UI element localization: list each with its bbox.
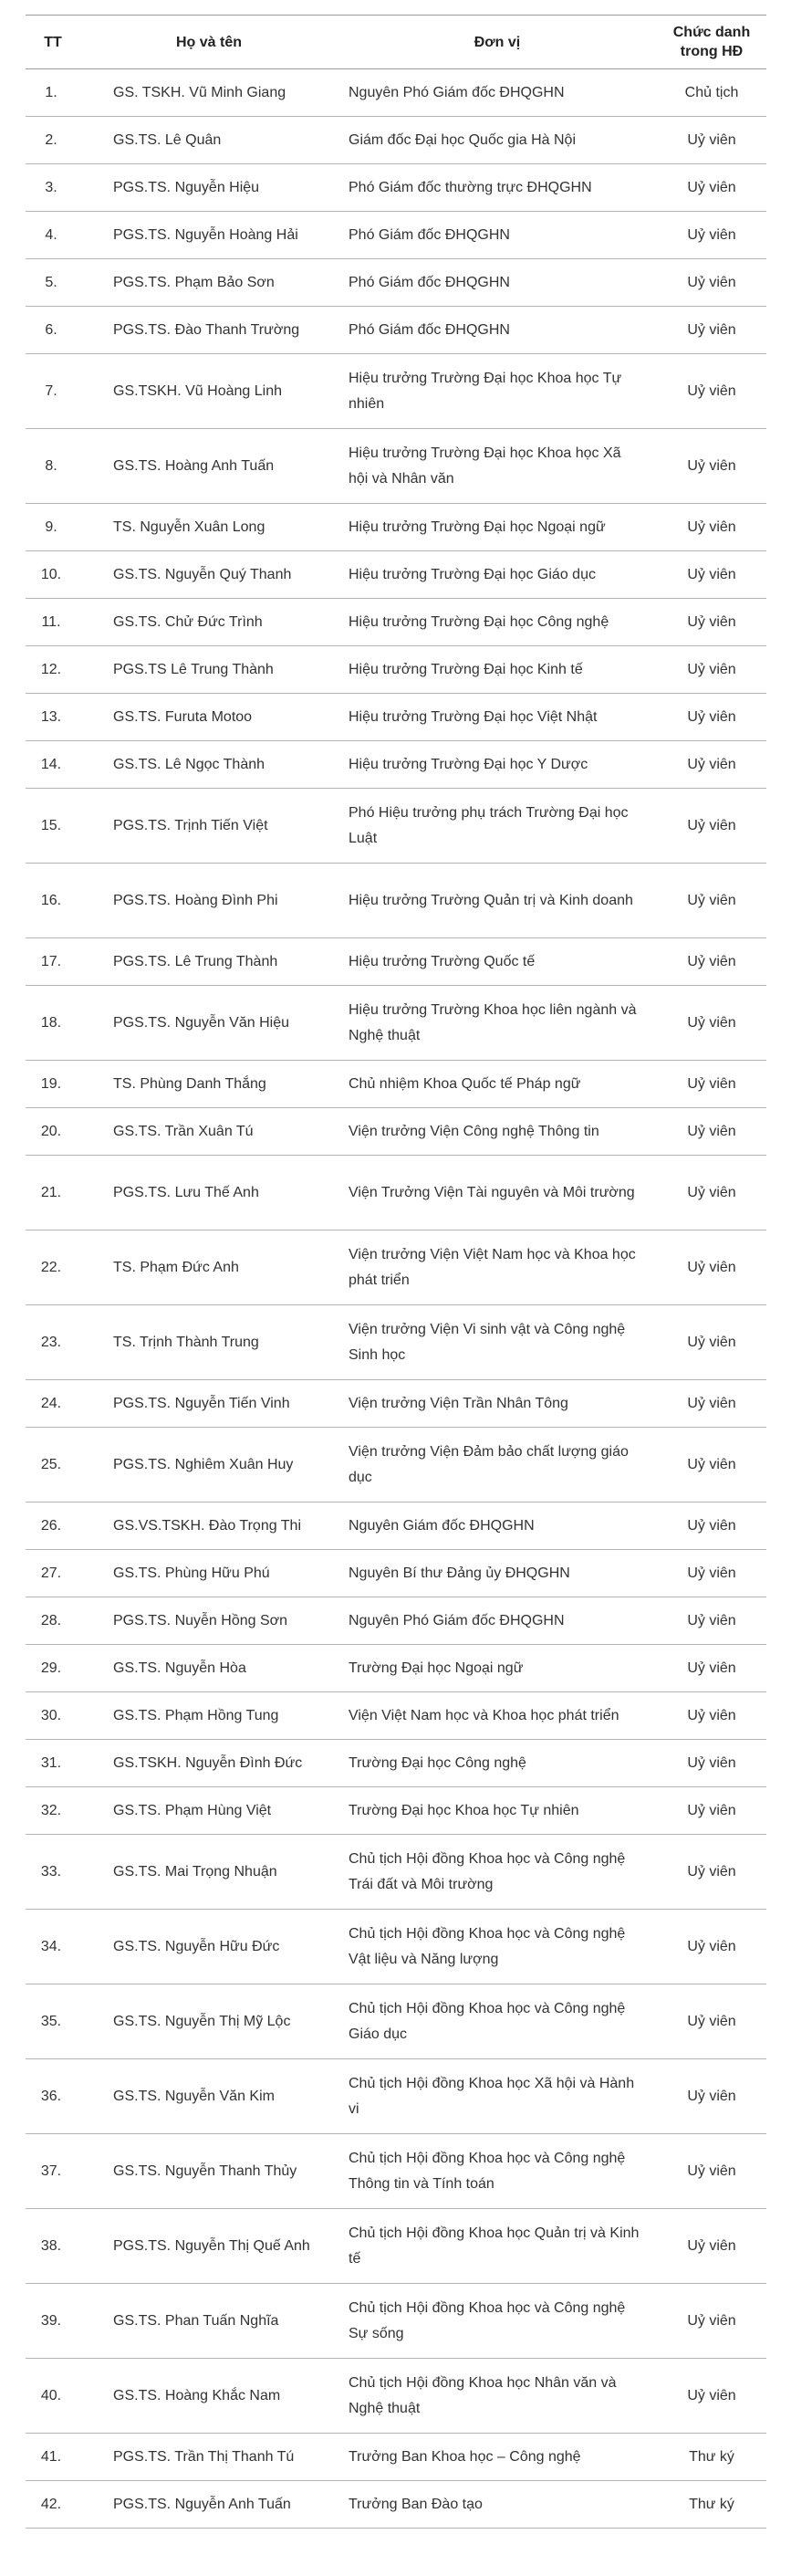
table-row: [26, 1503, 766, 1550]
cell-unit: Viện trưởng Viện Công nghệ Thông tin: [338, 1108, 657, 1156]
cell-tt: 30.: [26, 1692, 80, 1740]
cell-name: GS.TS. Trần Xuân Tú: [80, 1108, 338, 1156]
table-row: [26, 646, 766, 694]
cell-tt: 2.: [26, 117, 80, 164]
cell-role: Uỷ viên: [657, 646, 766, 694]
cell-tt: 10.: [26, 551, 80, 599]
table-row: [26, 2434, 766, 2481]
header-role: Chức danh trong HĐ: [657, 16, 766, 69]
cell-role: Uỷ viên: [657, 117, 766, 164]
cell-role: Uỷ viên: [657, 1645, 766, 1692]
cell-unit: Phó Giám đốc ĐHQGHN: [338, 307, 657, 354]
cell-name: GS.VS.TSKH. Đào Trọng Thi: [80, 1503, 338, 1550]
cell-unit: Chủ nhiệm Khoa Quốc tế Pháp ngữ: [338, 1061, 657, 1108]
cell-tt: 41.: [26, 2434, 80, 2481]
cell-unit: Hiệu trưởng Trường Đại học Y Dược: [338, 741, 657, 789]
cell-unit: Hiệu trưởng Trường Đại học Việt Nhật: [338, 694, 657, 741]
cell-name: GS.TS. Phạm Hồng Tung: [80, 1692, 338, 1740]
cell-role: Uỷ viên: [657, 551, 766, 599]
cell-tt: 14.: [26, 741, 80, 789]
cell-unit: Phó Hiệu trưởng phụ trách Trường Đại học Luật: [338, 789, 657, 864]
cell-tt: 40.: [26, 2359, 80, 2434]
cell-name: PGS.TS. Nguyễn Hiệu: [80, 164, 338, 212]
table-row: [26, 1380, 766, 1428]
cell-name: PGS.TS. Trần Thị Thanh Tú: [80, 2434, 338, 2481]
cell-unit: Trường Đại học Khoa học Tự nhiên: [338, 1787, 657, 1835]
table-row: [26, 986, 766, 1061]
cell-role: Uỷ viên: [657, 741, 766, 789]
table-row: [26, 2284, 766, 2359]
cell-name: GS.TS. Furuta Motoo: [80, 694, 338, 741]
cell-unit: Viện trưởng Viện Vi sinh vật và Công nghệ Sinh học: [338, 1305, 657, 1380]
cell-unit: Trường Đại học Ngoại ngữ: [338, 1645, 657, 1692]
cell-tt: 19.: [26, 1061, 80, 1108]
table-row: [26, 164, 766, 212]
cell-name: TS. Nguyễn Xuân Long: [80, 504, 338, 551]
cell-tt: 22.: [26, 1230, 80, 1305]
cell-unit: Chủ tịch Hội đồng Khoa học và Công nghệ Giáo dục: [338, 1984, 657, 2059]
cell-role: Uỷ viên: [657, 307, 766, 354]
cell-role: Uỷ viên: [657, 259, 766, 307]
cell-role: Uỷ viên: [657, 694, 766, 741]
cell-unit: Nguyên Giám đốc ĐHQGHN: [338, 1503, 657, 1550]
cell-role: Uỷ viên: [657, 1428, 766, 1503]
cell-unit: Chủ tịch Hội đồng Khoa học Nhân văn và Nghệ thuật: [338, 2359, 657, 2434]
cell-tt: 6.: [26, 307, 80, 354]
cell-unit: Giám đốc Đại học Quốc gia Hà Nội: [338, 117, 657, 164]
cell-role: Uỷ viên: [657, 1503, 766, 1550]
cell-role: Uỷ viên: [657, 1910, 766, 1984]
cell-name: PGS.TS. Nguyễn Thị Quế Anh: [80, 2209, 338, 2284]
cell-unit: Hiệu trưởng Trường Đại học Kinh tế: [338, 646, 657, 694]
cell-tt: 33.: [26, 1835, 80, 1910]
cell-tt: 20.: [26, 1108, 80, 1156]
header-name: Họ và tên: [80, 16, 338, 69]
cell-unit: Trường Đại học Công nghệ: [338, 1740, 657, 1787]
cell-tt: 28.: [26, 1597, 80, 1645]
header-tt: TT: [26, 16, 80, 69]
cell-unit: Viện trưởng Viện Đảm bảo chất lượng giáo dục: [338, 1428, 657, 1503]
cell-role: Uỷ viên: [657, 2284, 766, 2359]
cell-name: PGS.TS. Lê Trung Thành: [80, 938, 338, 986]
cell-tt: 36.: [26, 2059, 80, 2134]
cell-unit: Viện Trưởng Viện Tài nguyên và Môi trường: [338, 1156, 657, 1230]
council-members-table: [26, 15, 766, 2529]
cell-name: PGS.TS Lê Trung Thành: [80, 646, 338, 694]
header-row: [26, 16, 766, 69]
cell-unit: Nguyên Phó Giám đốc ĐHQGHN: [338, 69, 657, 117]
cell-unit: Chủ tịch Hội đồng Khoa học Quản trị và Kinh tế: [338, 2209, 657, 2284]
cell-tt: 29.: [26, 1645, 80, 1692]
cell-name: TS. Phùng Danh Thắng: [80, 1061, 338, 1108]
cell-role: Chủ tịch: [657, 69, 766, 117]
cell-unit: Phó Giám đốc ĐHQGHN: [338, 212, 657, 259]
cell-name: GS.TS. Lê Quân: [80, 117, 338, 164]
cell-role: Uỷ viên: [657, 1305, 766, 1380]
cell-unit: Trưởng Ban Khoa học – Công nghệ: [338, 2434, 657, 2481]
cell-unit: Viện trưởng Viện Việt Nam học và Khoa học phát triển: [338, 1230, 657, 1305]
cell-tt: 11.: [26, 599, 80, 646]
table-row: [26, 1984, 766, 2059]
cell-role: Uỷ viên: [657, 864, 766, 938]
cell-name: PGS.TS. Nghiêm Xuân Huy: [80, 1428, 338, 1503]
cell-name: GS.TSKH. Vũ Hoàng Linh: [80, 354, 338, 429]
table-row: [26, 1061, 766, 1108]
cell-name: GS.TS. Phan Tuấn Nghĩa: [80, 2284, 338, 2359]
cell-unit: Chủ tịch Hội đồng Khoa học và Công nghệ Sự sống: [338, 2284, 657, 2359]
cell-name: PGS.TS. Phạm Bảo Sơn: [80, 259, 338, 307]
table-row: [26, 1550, 766, 1597]
table-row: [26, 1835, 766, 1910]
cell-name: GS.TS. Nguyễn Hữu Đức: [80, 1910, 338, 1984]
table-row: [26, 1910, 766, 1984]
table-row: [26, 117, 766, 164]
cell-tt: 34.: [26, 1910, 80, 1984]
table-row: [26, 1305, 766, 1380]
table-row: [26, 2481, 766, 2529]
cell-unit: Phó Giám đốc ĐHQGHN: [338, 259, 657, 307]
cell-role: Uỷ viên: [657, 2359, 766, 2434]
table-header: [26, 16, 766, 69]
cell-tt: 21.: [26, 1156, 80, 1230]
cell-role: Uỷ viên: [657, 1230, 766, 1305]
table-row: [26, 307, 766, 354]
cell-name: GS.TS. Nguyễn Thị Mỹ Lộc: [80, 1984, 338, 2059]
cell-name: GS.TS. Nguyễn Hòa: [80, 1645, 338, 1692]
cell-name: GS.TS. Nguyễn Văn Kim: [80, 2059, 338, 2134]
table-row: [26, 2359, 766, 2434]
cell-role: Uỷ viên: [657, 1787, 766, 1835]
cell-tt: 16.: [26, 864, 80, 938]
table-row: [26, 504, 766, 551]
table-body: [26, 69, 766, 2529]
cell-name: PGS.TS. Nguyễn Tiến Vinh: [80, 1380, 338, 1428]
cell-role: Uỷ viên: [657, 1740, 766, 1787]
table-row: [26, 1428, 766, 1503]
table-row: [26, 2209, 766, 2284]
cell-unit: Nguyên Bí thư Đảng ủy ĐHQGHN: [338, 1550, 657, 1597]
cell-name: PGS.TS. Lưu Thế Anh: [80, 1156, 338, 1230]
table-row: [26, 354, 766, 429]
cell-role: Uỷ viên: [657, 2134, 766, 2209]
cell-role: Uỷ viên: [657, 212, 766, 259]
cell-unit: Hiệu trưởng Trường Khoa học liên ngành và Nghệ thuật: [338, 986, 657, 1061]
table-row: [26, 2134, 766, 2209]
cell-unit: Viện Việt Nam học và Khoa học phát triển: [338, 1692, 657, 1740]
cell-tt: 35.: [26, 1984, 80, 2059]
cell-name: GS.TS. Mai Trọng Nhuận: [80, 1835, 338, 1910]
cell-role: Uỷ viên: [657, 599, 766, 646]
cell-name: GS.TS. Chử Đức Trình: [80, 599, 338, 646]
cell-role: Uỷ viên: [657, 429, 766, 504]
cell-unit: Hiệu trưởng Trường Đại học Khoa học Tự nhiên: [338, 354, 657, 429]
cell-role: Uỷ viên: [657, 1984, 766, 2059]
cell-tt: 17.: [26, 938, 80, 986]
cell-tt: 18.: [26, 986, 80, 1061]
table-row: [26, 864, 766, 938]
cell-tt: 5.: [26, 259, 80, 307]
cell-unit: Hiệu trưởng Trường Quốc tế: [338, 938, 657, 986]
cell-role: Uỷ viên: [657, 1692, 766, 1740]
cell-tt: 31.: [26, 1740, 80, 1787]
cell-name: PGS.TS. Hoàng Đình Phi: [80, 864, 338, 938]
table-row: [26, 1156, 766, 1230]
cell-tt: 32.: [26, 1787, 80, 1835]
cell-role: Uỷ viên: [657, 354, 766, 429]
cell-role: Uỷ viên: [657, 1108, 766, 1156]
table-row: [26, 212, 766, 259]
table-row: [26, 1108, 766, 1156]
cell-tt: 9.: [26, 504, 80, 551]
cell-name: PGS.TS. Nguyễn Hoàng Hải: [80, 212, 338, 259]
table-row: [26, 741, 766, 789]
cell-tt: 24.: [26, 1380, 80, 1428]
cell-tt: 1.: [26, 69, 80, 117]
table-row: [26, 429, 766, 504]
cell-unit: Hiệu trưởng Trường Đại học Ngoại ngữ: [338, 504, 657, 551]
table-row: [26, 694, 766, 741]
cell-unit: Chủ tịch Hội đồng Khoa học Xã hội và Hành vi: [338, 2059, 657, 2134]
cell-unit: Nguyên Phó Giám đốc ĐHQGHN: [338, 1597, 657, 1645]
cell-tt: 7.: [26, 354, 80, 429]
cell-name: PGS.TS. Nguyễn Anh Tuấn: [80, 2481, 338, 2529]
cell-tt: 27.: [26, 1550, 80, 1597]
cell-role: Uỷ viên: [657, 2209, 766, 2284]
table-row: [26, 1230, 766, 1305]
cell-unit: Viện trưởng Viện Trần Nhân Tông: [338, 1380, 657, 1428]
cell-tt: 23.: [26, 1305, 80, 1380]
cell-unit: Trưởng Ban Đào tạo: [338, 2481, 657, 2529]
cell-role: Uỷ viên: [657, 504, 766, 551]
cell-tt: 4.: [26, 212, 80, 259]
table-row: [26, 551, 766, 599]
table-row: [26, 1692, 766, 1740]
cell-name: GS.TS. Hoàng Khắc Nam: [80, 2359, 338, 2434]
header-unit: Đơn vị: [338, 16, 657, 69]
cell-tt: 12.: [26, 646, 80, 694]
cell-tt: 38.: [26, 2209, 80, 2284]
cell-role: Uỷ viên: [657, 1597, 766, 1645]
cell-role: Uỷ viên: [657, 2059, 766, 2134]
cell-unit: Chủ tịch Hội đồng Khoa học và Công nghệ Thông tin và Tính toán: [338, 2134, 657, 2209]
cell-unit: Hiệu trưởng Trường Đại học Khoa học Xã hội và Nhân văn: [338, 429, 657, 504]
cell-role: Uỷ viên: [657, 986, 766, 1061]
cell-name: GS.TS. Lê Ngọc Thành: [80, 741, 338, 789]
cell-unit: Hiệu trưởng Trường Đại học Công nghệ: [338, 599, 657, 646]
cell-role: Uỷ viên: [657, 1550, 766, 1597]
cell-role: Thư ký: [657, 2434, 766, 2481]
table-row: [26, 1597, 766, 1645]
table-row: [26, 69, 766, 117]
cell-name: PGS.TS. Nuyễn Hồng Sơn: [80, 1597, 338, 1645]
cell-tt: 15.: [26, 789, 80, 864]
cell-role: Uỷ viên: [657, 1835, 766, 1910]
cell-tt: 39.: [26, 2284, 80, 2359]
cell-role: Uỷ viên: [657, 789, 766, 864]
cell-name: GS.TS. Hoàng Anh Tuấn: [80, 429, 338, 504]
cell-role: Uỷ viên: [657, 1380, 766, 1428]
cell-name: GS.TS. Phùng Hữu Phú: [80, 1550, 338, 1597]
table-row: [26, 1645, 766, 1692]
cell-name: PGS.TS. Nguyễn Văn Hiệu: [80, 986, 338, 1061]
cell-role: Uỷ viên: [657, 938, 766, 986]
cell-name: GS. TSKH. Vũ Minh Giang: [80, 69, 338, 117]
cell-tt: 3.: [26, 164, 80, 212]
cell-name: GS.TS. Nguyễn Thanh Thủy: [80, 2134, 338, 2209]
cell-name: PGS.TS. Đào Thanh Trường: [80, 307, 338, 354]
cell-name: TS. Trịnh Thành Trung: [80, 1305, 338, 1380]
table-row: [26, 789, 766, 864]
cell-tt: 37.: [26, 2134, 80, 2209]
cell-tt: 13.: [26, 694, 80, 741]
cell-tt: 25.: [26, 1428, 80, 1503]
cell-role: Uỷ viên: [657, 1156, 766, 1230]
cell-tt: 42.: [26, 2481, 80, 2529]
cell-unit: Hiệu trưởng Trường Quản trị và Kinh doanh: [338, 864, 657, 938]
cell-name: PGS.TS. Trịnh Tiến Việt: [80, 789, 338, 864]
cell-tt: 8.: [26, 429, 80, 504]
cell-name: GS.TS. Nguyễn Quý Thanh: [80, 551, 338, 599]
cell-role: Uỷ viên: [657, 164, 766, 212]
cell-unit: Phó Giám đốc thường trực ĐHQGHN: [338, 164, 657, 212]
table-row: [26, 2059, 766, 2134]
cell-name: TS. Phạm Đức Anh: [80, 1230, 338, 1305]
table-row: [26, 938, 766, 986]
table-row: [26, 599, 766, 646]
table-row: [26, 1787, 766, 1835]
cell-tt: 26.: [26, 1503, 80, 1550]
table-row: [26, 259, 766, 307]
cell-unit: Chủ tịch Hội đồng Khoa học và Công nghệ Vật liệu và Năng lượng: [338, 1910, 657, 1984]
cell-name: GS.TS. Phạm Hùng Việt: [80, 1787, 338, 1835]
table-row: [26, 1740, 766, 1787]
cell-unit: Hiệu trưởng Trường Đại học Giáo dục: [338, 551, 657, 599]
cell-role: Thư ký: [657, 2481, 766, 2529]
cell-unit: Chủ tịch Hội đồng Khoa học và Công nghệ Trái đất và Môi trường: [338, 1835, 657, 1910]
cell-name: GS.TSKH. Nguyễn Đình Đức: [80, 1740, 338, 1787]
cell-role: Uỷ viên: [657, 1061, 766, 1108]
